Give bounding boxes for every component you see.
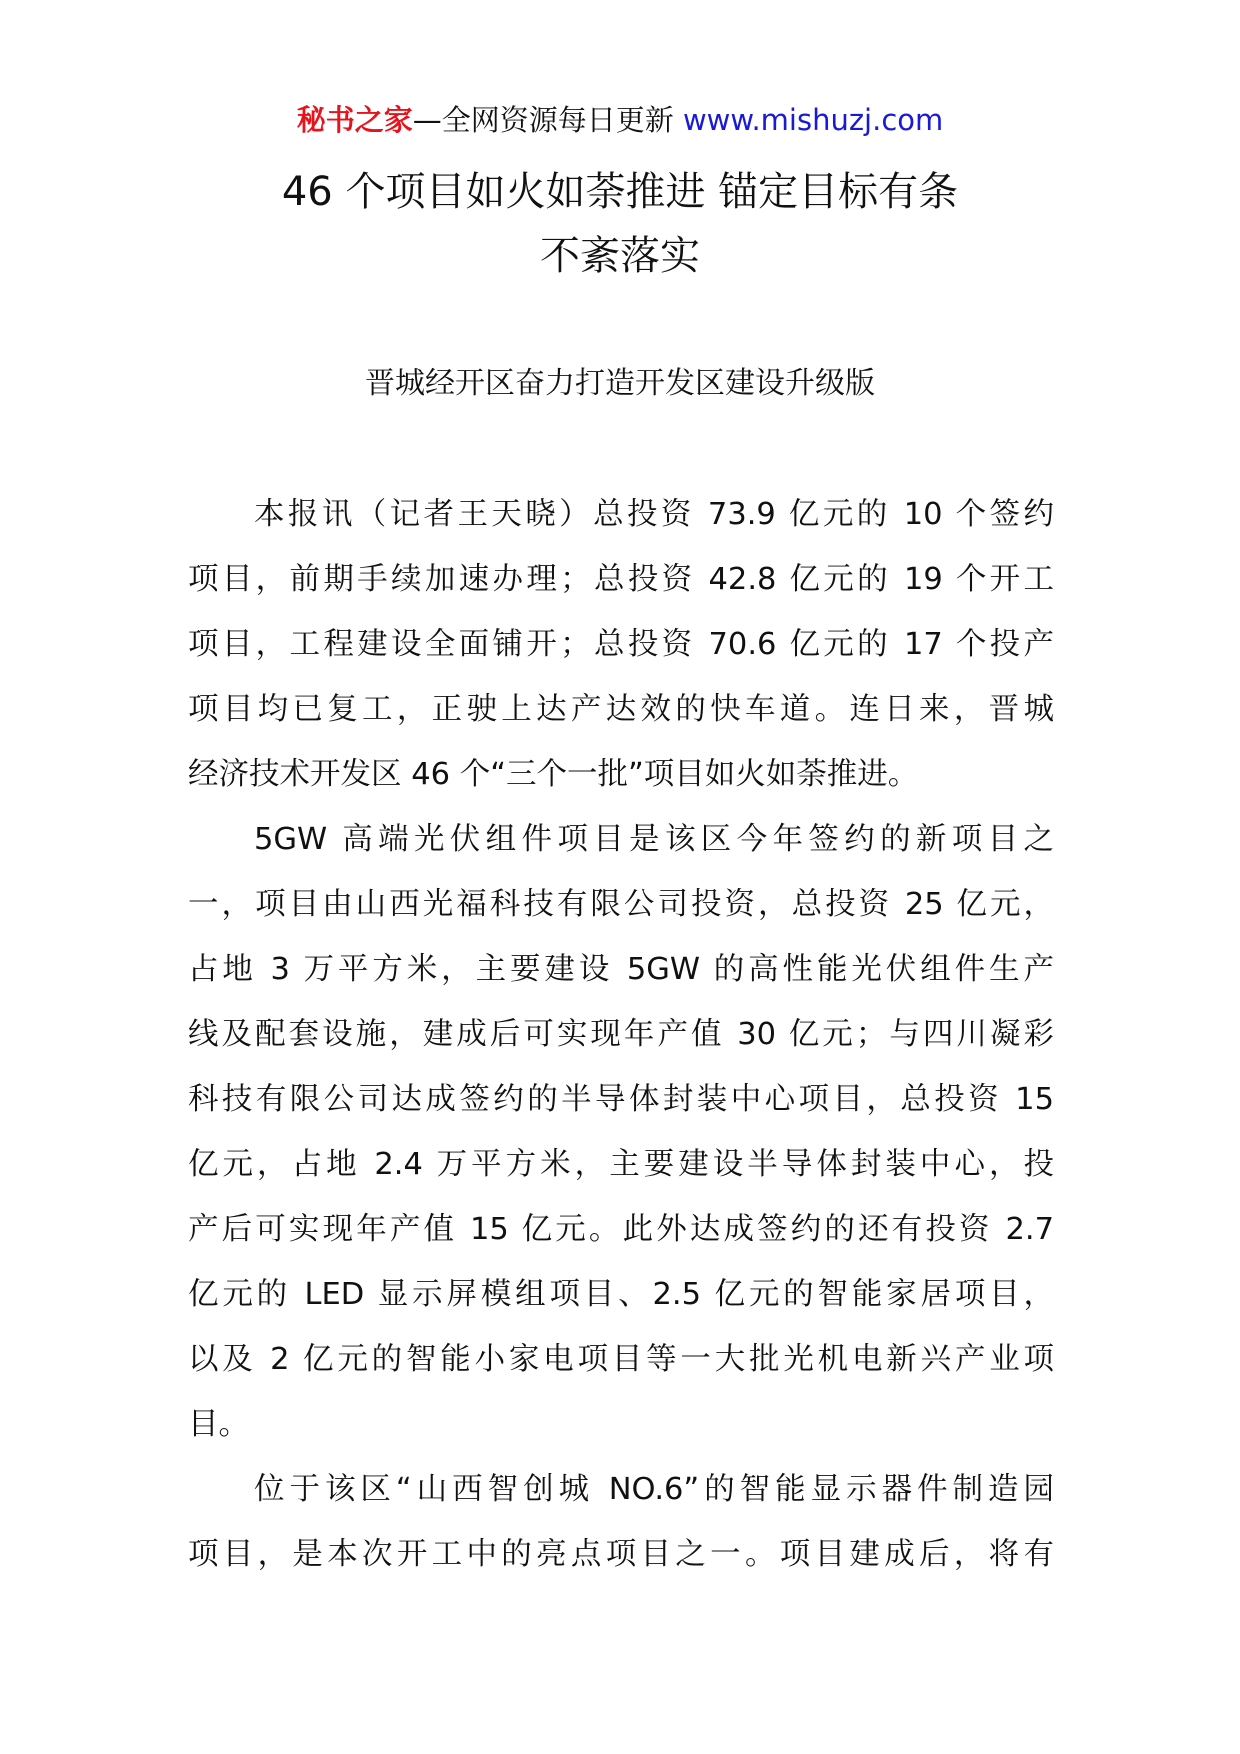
text-line: 目。	[188, 1407, 249, 1442]
article-body	[188, 482, 1054, 1587]
text-line: 项目，是本次开工中的亮点项目之一。项目建成后，将有	[188, 1537, 1054, 1572]
text-line: 项目均已复工，正驶上达产达效的快车道。连日来，晋城	[188, 692, 1054, 727]
text-line: 亿元，占地 2.4 万平方米，主要建设半导体封装中心，投	[188, 1147, 1054, 1182]
text-line: 经济技术开发区 46 个“三个一批”项目如火如荼推进。	[188, 757, 919, 792]
text-line: 项目，工程建设全面铺开；总投资 70.6 亿元的 17 个投产	[188, 627, 1054, 662]
text-line: 科技有限公司达成签约的半导体封装中心项目，总投资 15	[188, 1082, 1054, 1117]
text-line: 亿元的 LED 显示屏模组项目、2.5 亿元的智能家居项目，	[188, 1277, 1054, 1312]
article-subtitle: 晋城经开区奋力打造开发区建设升级版	[365, 366, 875, 401]
text-line: 项目，前期手续加速办理；总投资 42.8 亿元的 19 个开工	[188, 562, 1054, 597]
site-url-link[interactable]: www.mishuzj.com	[682, 103, 944, 137]
site-brand: 秘书之家	[296, 103, 413, 137]
text-line: 线及配套设施，建成后可实现年产值 30 亿元；与四川凝彩	[188, 1017, 1054, 1052]
text-line: 产后可实现年产值 15 亿元。此外达成签约的还有投资 2.7	[188, 1212, 1054, 1247]
article-title	[120, 160, 1120, 288]
text-line: 一，项目由山西光福科技有限公司投资，总投资 25 亿元，	[188, 887, 1054, 922]
text-line: 本报讯（记者王天晓）总投资 73.9 亿元的 10 个签约	[254, 497, 1054, 532]
text-line: 位于该区“山西智创城 NO.6”的智能显示器件制造园	[254, 1472, 1054, 1507]
paragraph-3	[188, 1457, 1054, 1587]
paragraph-2	[188, 807, 1054, 1457]
text-line: 5GW 高端光伏组件项目是该区今年签约的新项目之	[254, 822, 1054, 857]
text-line: 以及 2 亿元的智能小家电项目等一大批光机电新兴产业项	[188, 1342, 1054, 1377]
paragraph-1	[188, 482, 1054, 807]
article-title-line-1: 46 个项目如火如荼推进 锚定目标有条	[281, 169, 959, 215]
site-header	[0, 100, 1240, 140]
article-title-line-2: 不紊落实	[540, 233, 700, 279]
text-line: 占地 3 万平方米，主要建设 5GW 的高性能光伏组件生产	[188, 952, 1054, 987]
site-tagline: —全网资源每日更新	[412, 103, 674, 137]
